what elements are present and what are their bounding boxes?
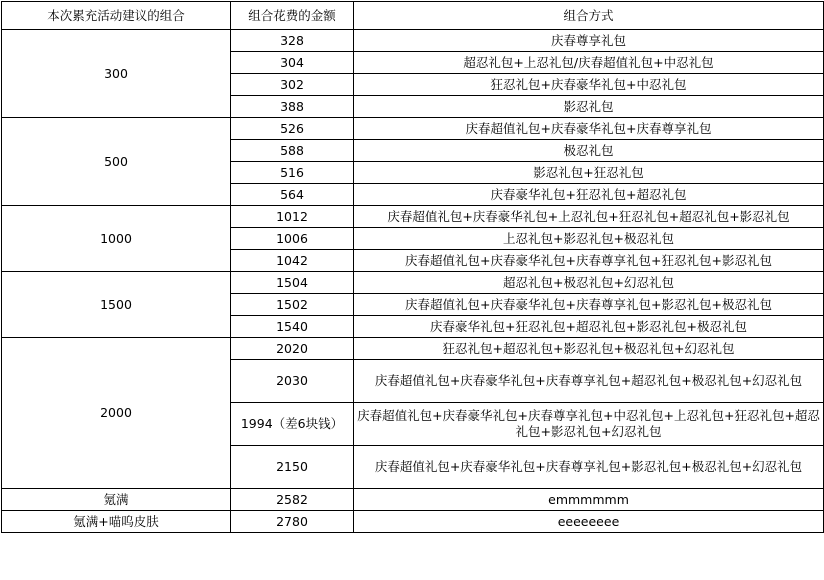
tier-cell: 2000	[2, 338, 231, 489]
combo-cell: eeeeeeee	[354, 511, 824, 533]
combo-cell: 狂忍礼包+庆春豪华礼包+中忍礼包	[354, 74, 824, 96]
combo-cell: 庆春超值礼包+庆春豪华礼包+庆春尊享礼包+中忍礼包+上忍礼包+狂忍礼包+超忍礼包+影忍礼包+幻忍礼包	[354, 403, 824, 446]
cost-cell: 328	[231, 30, 354, 52]
combo-cell: 影忍礼包+狂忍礼包	[354, 162, 824, 184]
combo-cell: 庆春超值礼包+庆春豪华礼包+上忍礼包+狂忍礼包+超忍礼包+影忍礼包	[354, 206, 824, 228]
cost-cell: 1540	[231, 316, 354, 338]
cost-cell: 516	[231, 162, 354, 184]
tier-cell: 300	[2, 30, 231, 118]
cost-cell: 526	[231, 118, 354, 140]
combo-cell: 庆春尊享礼包	[354, 30, 824, 52]
cost-cell: 1994（差6块钱）	[231, 403, 354, 446]
cost-cell: 588	[231, 140, 354, 162]
cost-cell: 1502	[231, 294, 354, 316]
table-row	[2, 118, 824, 140]
tier-cell: 氪满	[2, 489, 231, 511]
combo-cell: 庆春超值礼包+庆春豪华礼包+庆春尊享礼包+影忍礼包+极忍礼包	[354, 294, 824, 316]
combo-cell: 影忍礼包	[354, 96, 824, 118]
cost-cell: 304	[231, 52, 354, 74]
tier-cell: 氪满+喵呜皮肤	[2, 511, 231, 533]
cost-cell: 1012	[231, 206, 354, 228]
combo-cell: 庆春超值礼包+庆春豪华礼包+庆春尊享礼包+狂忍礼包+影忍礼包	[354, 250, 824, 272]
table-row	[2, 489, 824, 511]
header-combo-method: 组合方式	[354, 2, 824, 30]
table-row	[2, 338, 824, 360]
header-combo-cost: 组合花费的金额	[231, 2, 354, 30]
header-row	[2, 2, 824, 30]
cost-cell: 1042	[231, 250, 354, 272]
cost-cell: 1006	[231, 228, 354, 250]
cost-cell: 1504	[231, 272, 354, 294]
combo-cell: emmmmmm	[354, 489, 824, 511]
cost-cell: 2150	[231, 446, 354, 489]
tier-cell: 1000	[2, 206, 231, 272]
combo-cell: 极忍礼包	[354, 140, 824, 162]
table-row	[2, 272, 824, 294]
combo-cell: 庆春超值礼包+庆春豪华礼包+庆春尊享礼包	[354, 118, 824, 140]
tier-cell: 1500	[2, 272, 231, 338]
header-suggested-tier: 本次累充活动建议的组合	[2, 2, 231, 30]
combo-cell: 庆春超值礼包+庆春豪华礼包+庆春尊享礼包+超忍礼包+极忍礼包+幻忍礼包	[354, 360, 824, 403]
cost-cell: 302	[231, 74, 354, 96]
cost-cell: 2780	[231, 511, 354, 533]
cost-cell: 2020	[231, 338, 354, 360]
cost-cell: 388	[231, 96, 354, 118]
table-row	[2, 206, 824, 228]
combo-cell: 上忍礼包+影忍礼包+极忍礼包	[354, 228, 824, 250]
combo-cell: 超忍礼包+上忍礼包/庆春超值礼包+中忍礼包	[354, 52, 824, 74]
combo-cell: 庆春豪华礼包+狂忍礼包+超忍礼包	[354, 184, 824, 206]
combo-cell: 庆春豪华礼包+狂忍礼包+超忍礼包+影忍礼包+极忍礼包	[354, 316, 824, 338]
combo-cell: 狂忍礼包+超忍礼包+影忍礼包+极忍礼包+幻忍礼包	[354, 338, 824, 360]
tier-cell: 500	[2, 118, 231, 206]
combo-cell: 庆春超值礼包+庆春豪华礼包+庆春尊享礼包+影忍礼包+极忍礼包+幻忍礼包	[354, 446, 824, 489]
combo-table	[1, 1, 824, 533]
table-row	[2, 511, 824, 533]
cost-cell: 2582	[231, 489, 354, 511]
cost-cell: 2030	[231, 360, 354, 403]
table-row	[2, 30, 824, 52]
cost-cell: 564	[231, 184, 354, 206]
combo-cell: 超忍礼包+极忍礼包+幻忍礼包	[354, 272, 824, 294]
